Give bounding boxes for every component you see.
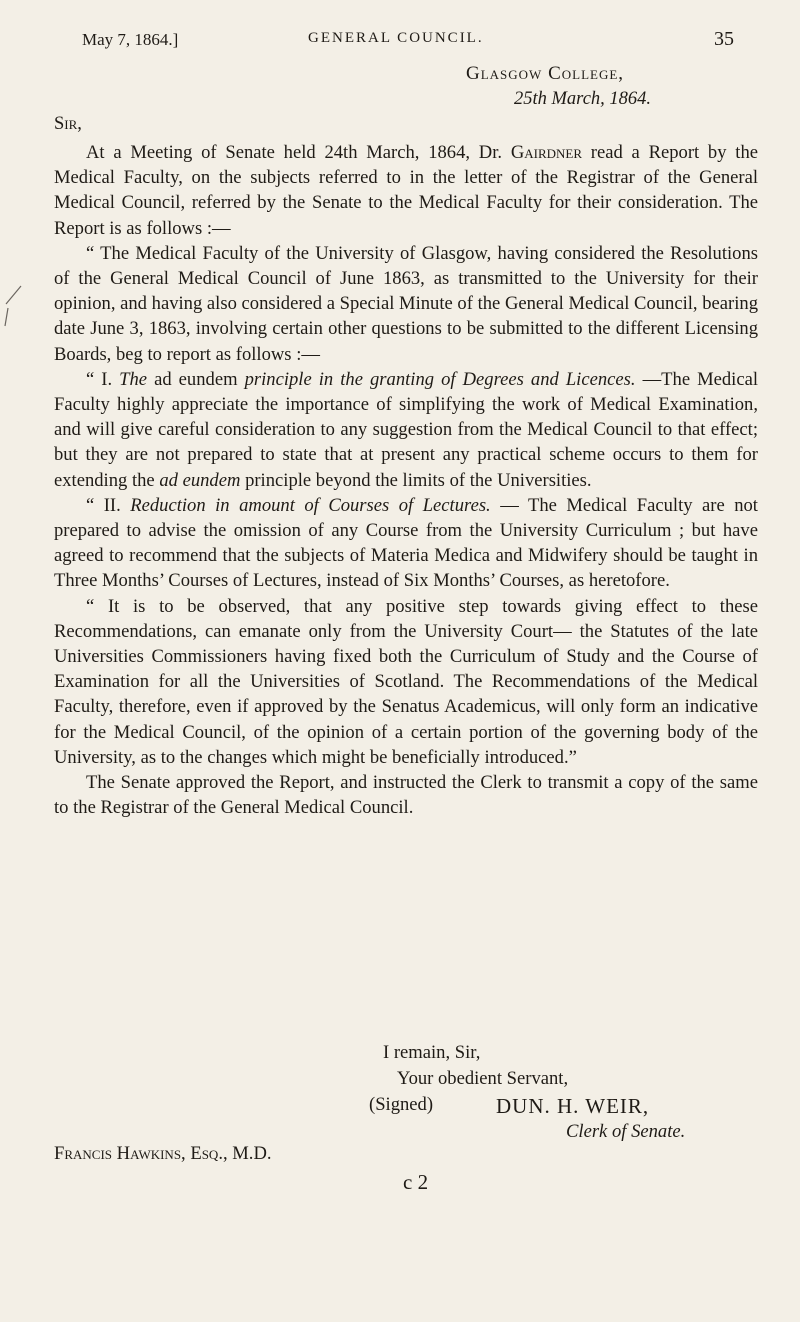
p4-heading: Reduction in amount of Courses of Lectures. <box>130 494 491 516</box>
p3-text-g: principle beyond the limits of the Universities. <box>240 469 592 491</box>
paragraph-observation: “ It is to be observed, that any positive step towards giving effect to these Recommendations, can emanate only from the University Court— the Statutes of the late Universities Commissioners having fixed both the Curriculum of Study and the Course of Examination for all the Universities of Scotland. The Recommendations of the Medical Faculty, therefore, even if approved by the Senatus Academicus, will only form an indicative for the Medical Council, of the opinion of a certain portion of the governing body of the University, as to the changes which might be beneficially introduced.” <box>54 595 758 768</box>
p3-text-a: “ I. <box>86 368 120 390</box>
addressee: Francis Hawkins, Esq., M.D. <box>54 1143 272 1164</box>
letter-date-text: 25th March, 1864. <box>514 89 652 109</box>
closing-servant: Your obedient Servant, <box>397 1068 569 1089</box>
signature-mark: c 2 <box>403 1170 429 1194</box>
p3-text-e: —The Medical Faculty highly appreciate the importance of simplifying the work of Medical Examination, and will give careful consideration to any suggestion from the Medical Council to that effect; but they are not prepared to state that at present any practical scheme occurs to them for extending the <box>54 368 759 491</box>
paragraph-item-2 <box>54 493 758 594</box>
p1-text-a: At a Meeting of Senate held 24th March, 1864, Dr. <box>86 142 511 163</box>
p1-text-b: read a Report by the Medical Faculty, on the subjects referred to in the letter of the Registrar of the General Medical Council, referred by the Senate to the Medical Faculty for their consideration. The Report is as follows :— <box>54 142 759 239</box>
signatory-role: Clerk of Senate. <box>566 1121 686 1142</box>
letter-body <box>54 140 758 820</box>
header-title: GENERAL COUNCIL. <box>308 30 484 46</box>
letter-date <box>514 89 651 110</box>
page-number: 35 <box>714 28 734 50</box>
p3-text-c: ad eundem <box>147 368 245 390</box>
closing-signed-line <box>369 1094 650 1118</box>
salutation: Sir, <box>54 114 82 134</box>
signatory-name: DUN. H. WEIR, <box>496 1094 650 1118</box>
paragraph-item-1 <box>54 367 758 493</box>
header-date: May 7, 1864.] <box>82 30 179 49</box>
p3-text-f: ad eundem <box>159 469 241 491</box>
p3-heading: principle in the granting of Degrees and Licences. <box>244 368 636 390</box>
p4-text-c: — The Medical Faculty are not prepared to advise the omission of any Course from the University Curriculum ; but have agreed to recommend that the subjects of Materia Medica and Midwifery should be taught in Three Months’ Courses of Lectures, instead of Six Months’ Courses, as heretofore. <box>54 494 758 592</box>
paragraph-intro <box>54 140 758 241</box>
p1-name: Gairdner <box>510 142 583 163</box>
paragraph-report-intro: “ The Medical Faculty of the University of Glasgow, having considered the Resolutions of the General Medical Council of June 1863, as transmitted to the University for their opinion, and having also considered a Special Minute of the General Medical Council, bearing date June 3, 1863, involving certain other questions to be submitted to the different Licensing Boards, beg to report as follows :— <box>54 242 758 365</box>
margin-pencil-mark <box>2 284 24 328</box>
closing-signed: (Signed) <box>369 1094 434 1115</box>
p3-text-b: The <box>119 368 148 390</box>
running-header <box>82 30 734 54</box>
closing-remain: I remain, Sir, <box>383 1042 481 1063</box>
p4-text-a: “ II. <box>86 494 131 516</box>
paragraph-senate-approval: The Senate approved the Report, and instructed the Clerk to transmit a copy of the same to the Registrar of the General Medical Council. <box>54 772 758 819</box>
letter-place: Glasgow College, <box>466 63 625 84</box>
